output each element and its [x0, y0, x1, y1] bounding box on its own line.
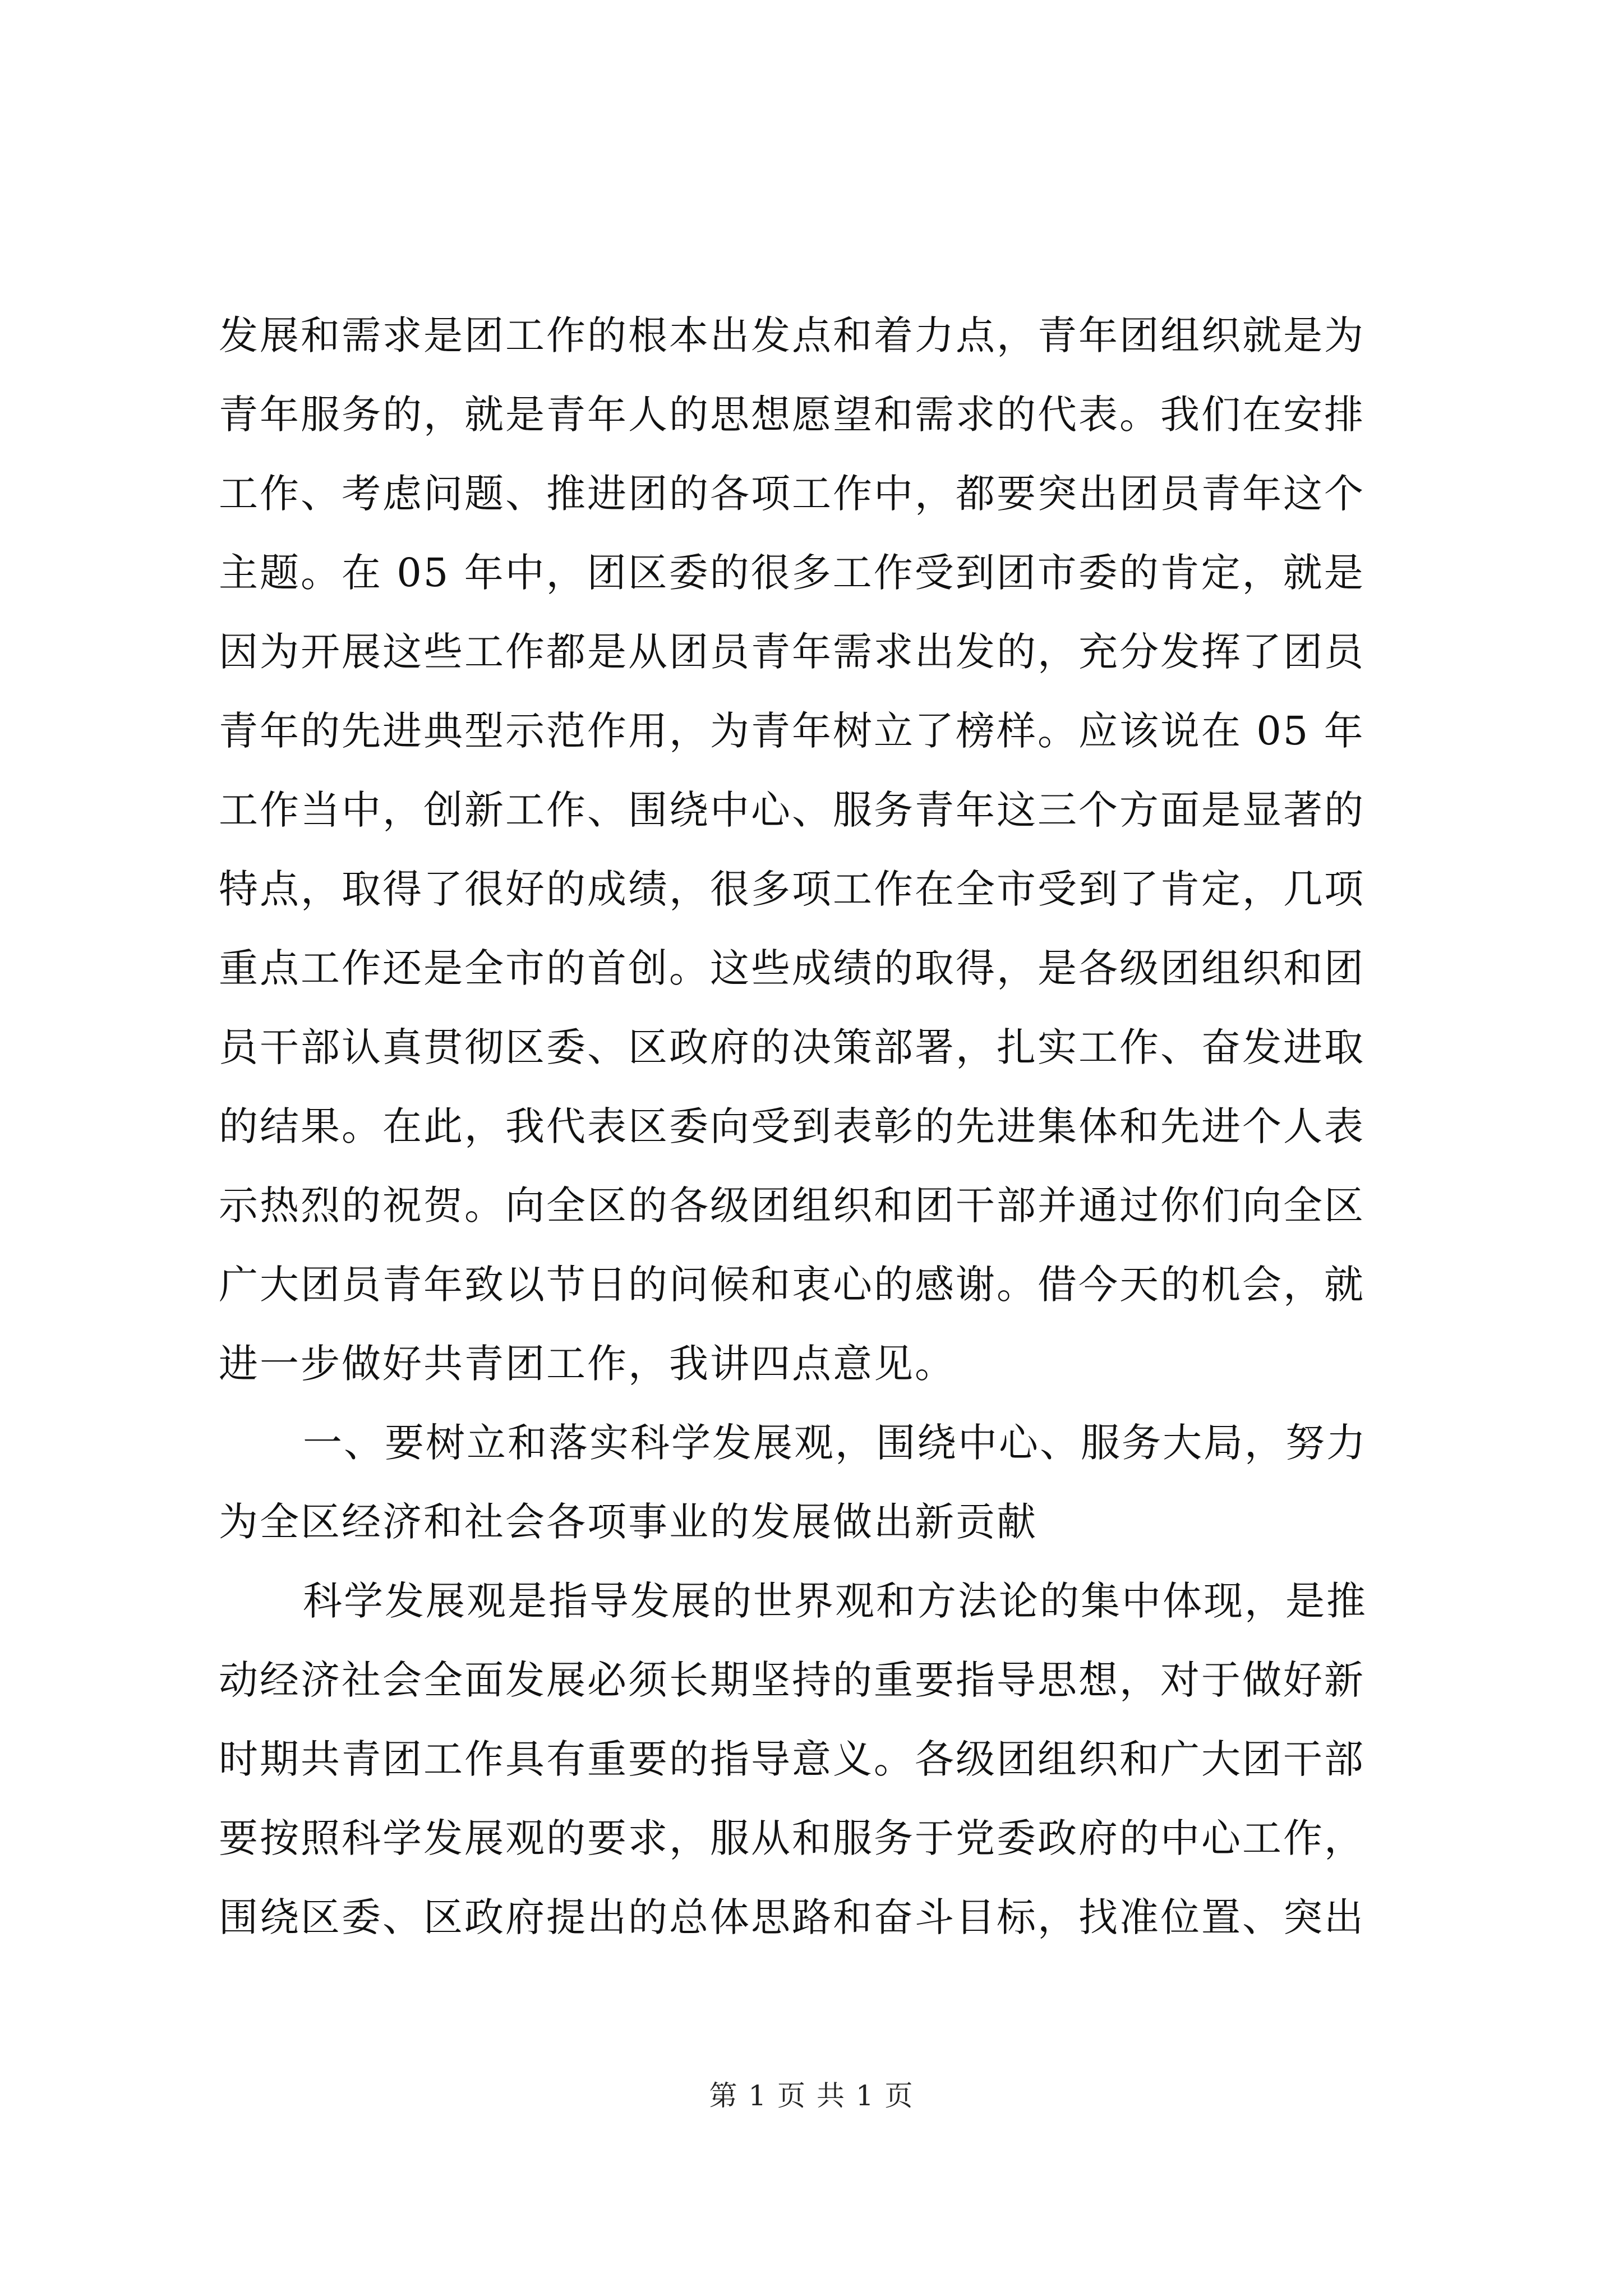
text-line: 重点工作还是全市的首创。这些成绩的取得，是各级团组织和团: [219, 945, 1365, 991]
text-line: 动经济社会全面发展必须长期坚持的重要指导思想，对于做好新: [219, 1657, 1365, 1703]
document-body: [219, 296, 1419, 1957]
text-line: 工作、考虑问题、推进团的各项工作中，都要突出团员青年这个: [219, 471, 1365, 517]
text-line: 因为开展这些工作都是从团员青年需求出发的，充分发挥了团员: [219, 629, 1365, 675]
text-line: 科学发展观是指导发展的世界观和方法论的集中体现，是推: [303, 1578, 1367, 1624]
text-line: 青年的先进典型示范作用，为青年树立了榜样。应该说在 05 年: [219, 708, 1365, 754]
section-heading-line: 一、要树立和落实科学发展观，围绕中心、服务大局，努力: [303, 1420, 1367, 1466]
page-footer: 第 1 页 共 1 页: [709, 2079, 914, 2112]
section-heading-line: 为全区经济和社会各项事业的发展做出新贡献: [219, 1499, 1038, 1545]
text-line: 主题。在 05 年中，团区委的很多工作受到团市委的肯定，就是: [219, 550, 1365, 596]
text-line: 要按照科学发展观的要求，服从和服务于党委政府的中心工作，: [219, 1815, 1365, 1861]
text-line: 员干部认真贯彻区委、区政府的决策部署，扎实工作、奋发进取: [219, 1024, 1365, 1070]
text-line: 特点，取得了很好的成绩，很多项工作在全市受到了肯定，几项: [219, 866, 1365, 912]
text-line: 示热烈的祝贺。向全区的各级团组织和团干部并通过你们向全区: [219, 1182, 1365, 1228]
text-line: 时期共青团工作具有重要的指导意义。各级团组织和广大团干部: [219, 1736, 1365, 1782]
text-line: 广大团员青年致以节日的问候和衷心的感谢。借今天的机会，就: [219, 1262, 1365, 1308]
text-line: 进一步做好共青团工作，我讲四点意见。: [219, 1341, 956, 1387]
text-line: 青年服务的，就是青年人的思想愿望和需求的代表。我们在安排: [219, 392, 1365, 438]
text-line: 的结果。在此，我代表区委向受到表彰的先进集体和先进个人表: [219, 1103, 1365, 1149]
text-line: 发展和需求是团工作的根本出发点和着力点，青年团组织就是为: [219, 312, 1365, 358]
text-line: 围绕区委、区政府提出的总体思路和奋斗目标，找准位置、突出: [219, 1894, 1365, 1940]
text-line: 工作当中，创新工作、围绕中心、服务青年这三个方面是显著的: [219, 787, 1365, 833]
